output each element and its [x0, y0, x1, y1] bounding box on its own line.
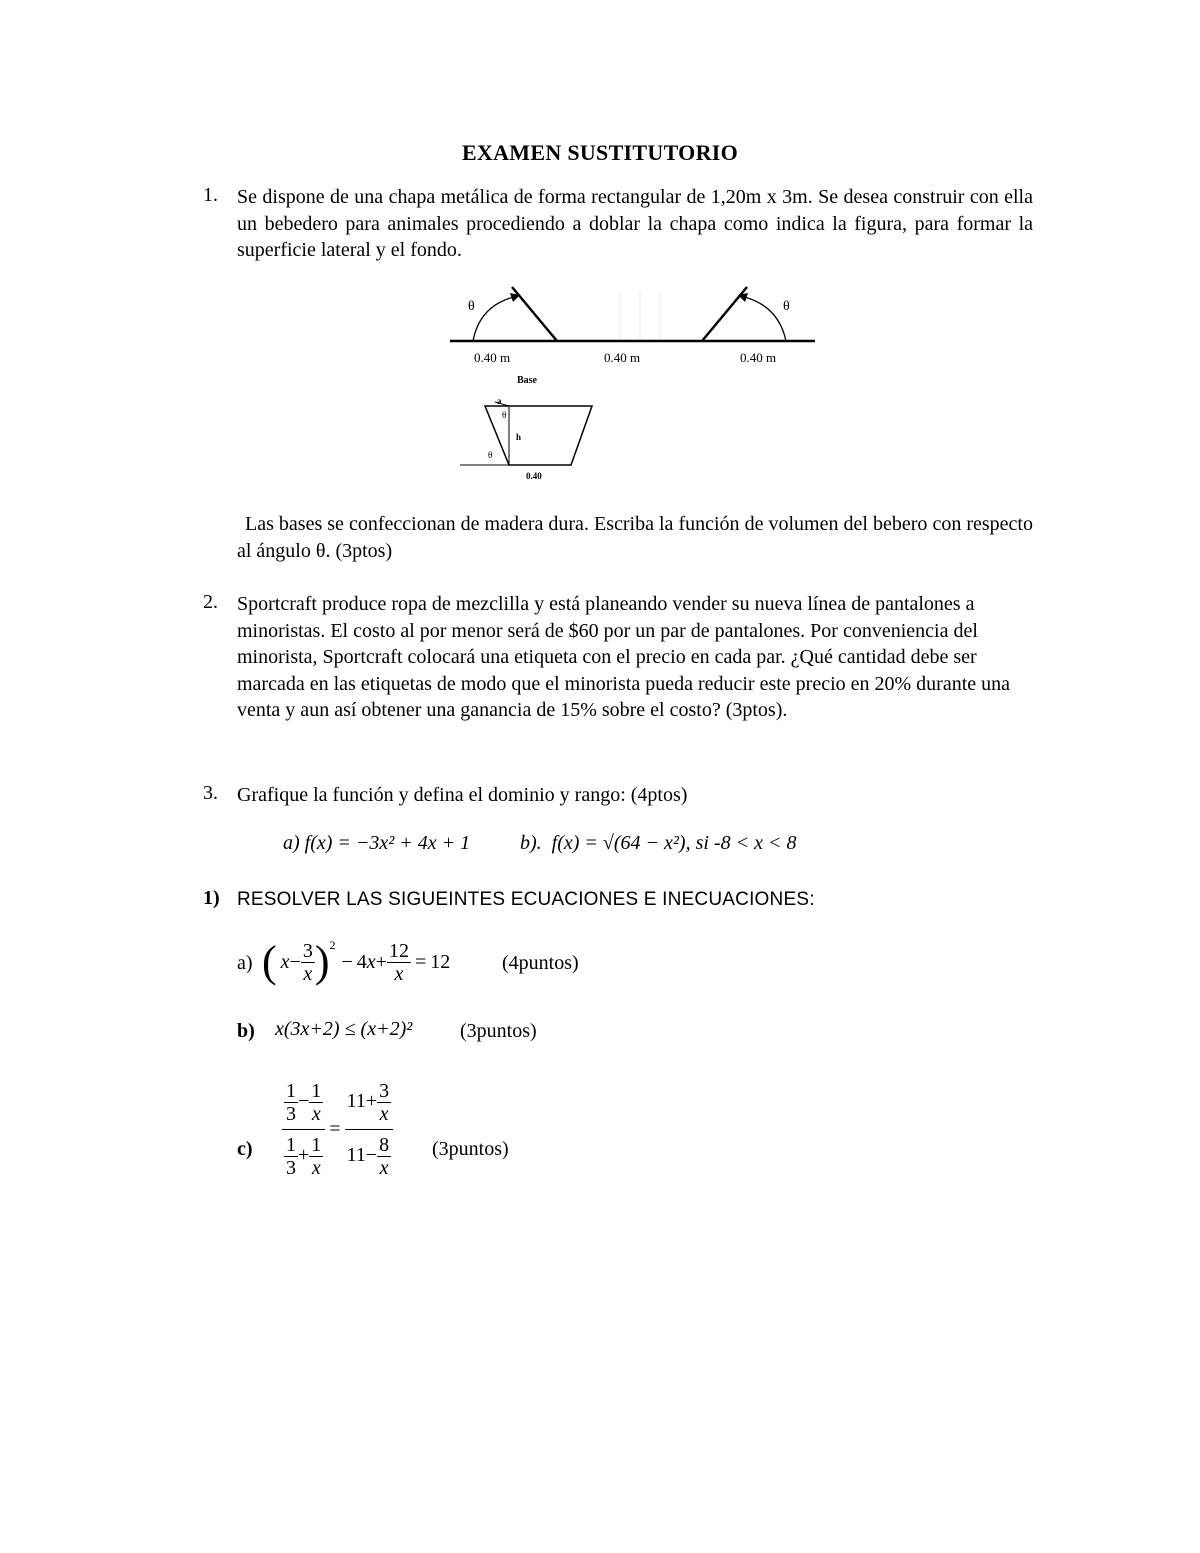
bottom-label: 0.40: [526, 471, 542, 481]
q2-number: 2.: [203, 591, 218, 613]
eq-c-points: (3puntos): [432, 1138, 509, 1160]
q3-text: Grafique la función y defina el dominio y rango: (4ptos): [237, 784, 688, 806]
section-heading: RESOLVER LAS SIGUEINTES ECUACIONES E INECUACIONES:: [237, 889, 815, 910]
segment-label-3: 0.40 m: [740, 350, 777, 365]
a-label: a: [497, 396, 502, 406]
q3-a-expr: (x) = −3x² + 4x + 1: [310, 832, 471, 854]
theta-right-label: θ: [783, 299, 790, 314]
left-angle-arc: [473, 296, 518, 341]
theta-left-label: θ: [468, 299, 475, 314]
base-label: Base: [517, 375, 537, 386]
eq-c-right-fraction: 11+ $\frac{3}{x}$ 11− $\frac{8}{x}$: [345, 1080, 394, 1179]
q3-a-equation: [283, 832, 470, 855]
segment-label-2: 0.40 m: [604, 350, 641, 365]
h-label: h: [516, 432, 522, 442]
q3-b-label: b).: [520, 832, 542, 854]
q1-text2: Las bases se confeccionan de madera dura. Escriba la función de volumen del bebero con respecto al ángulo θ. (3ptos): [237, 513, 1033, 562]
eq-b-expression: x(3x+2) ≤ (x+2)²: [275, 1018, 413, 1040]
eq-a-label: a): [237, 952, 253, 974]
eq-c-label: c): [237, 1138, 253, 1160]
theta-bottom-label: θ: [488, 450, 493, 460]
q1-number: 1.: [203, 184, 218, 206]
eq-b-points: (3puntos): [460, 1020, 537, 1042]
q3-number: 3.: [203, 782, 218, 804]
trough-figure: [440, 282, 830, 487]
eq-c-left-fraction: $\frac{1}{3}$ − $\frac{1}{x}$ $\frac{1}{3}$ + $\frac{1}{x}$: [282, 1080, 325, 1179]
q1-text: Se dispone de una chapa metálica de forma rectangular de 1,20m x 3m. Se desea construir con ella un bebedero para animales procediendo a doblar la chapa como indica la figura, para formar la superficie lateral y el fondo.: [237, 186, 1033, 261]
eq-a-expression: ( x − $\frac{3}{x}$ ) $^2$ − 4x+ $\frac{12}{x}$ = 12: [262, 937, 451, 986]
theta-top-label: θ: [502, 410, 507, 420]
section-number: 1): [203, 887, 220, 909]
q3-b-expr: f(x) = √(64 − x²), si -8 < x < 8: [551, 832, 797, 854]
q3-a-label: a) f: [283, 832, 311, 854]
q2-text: Sportcraft produce ropa de mezclilla y está planeando vender su nueva línea de pantalones a minoristas. El costo al por menor será de $60 por un par de pantalones. Por conveniencia del minorista, Sportcraft colocará una etiqueta con el precio en cada par. ¿Qué cantidad debe ser marcada en las etiquetas de modo que el minorista pueda reducir este precio en 20% durante una venta y aun así obtener una ganancia de 15% sobre el costo? (3ptos).: [237, 593, 1011, 721]
eq-c-expression: $\frac{1}{3}$ − $\frac{1}{x}$ $\frac{1}{3}$ + $\frac{1}{x}$ = 11+ $\frac{3}{x}$ 11− $\frac{8}{x}$: [282, 1080, 393, 1179]
segment-label-1: 0.40 m: [474, 350, 511, 365]
q3-b-equation: [520, 832, 796, 855]
eq-b-label: b): [237, 1020, 255, 1042]
eq-a-points: (4puntos): [502, 952, 579, 974]
page-title: EXAMEN SUSTITUTORIO: [461, 140, 739, 165]
right-angle-arc: [740, 296, 786, 341]
